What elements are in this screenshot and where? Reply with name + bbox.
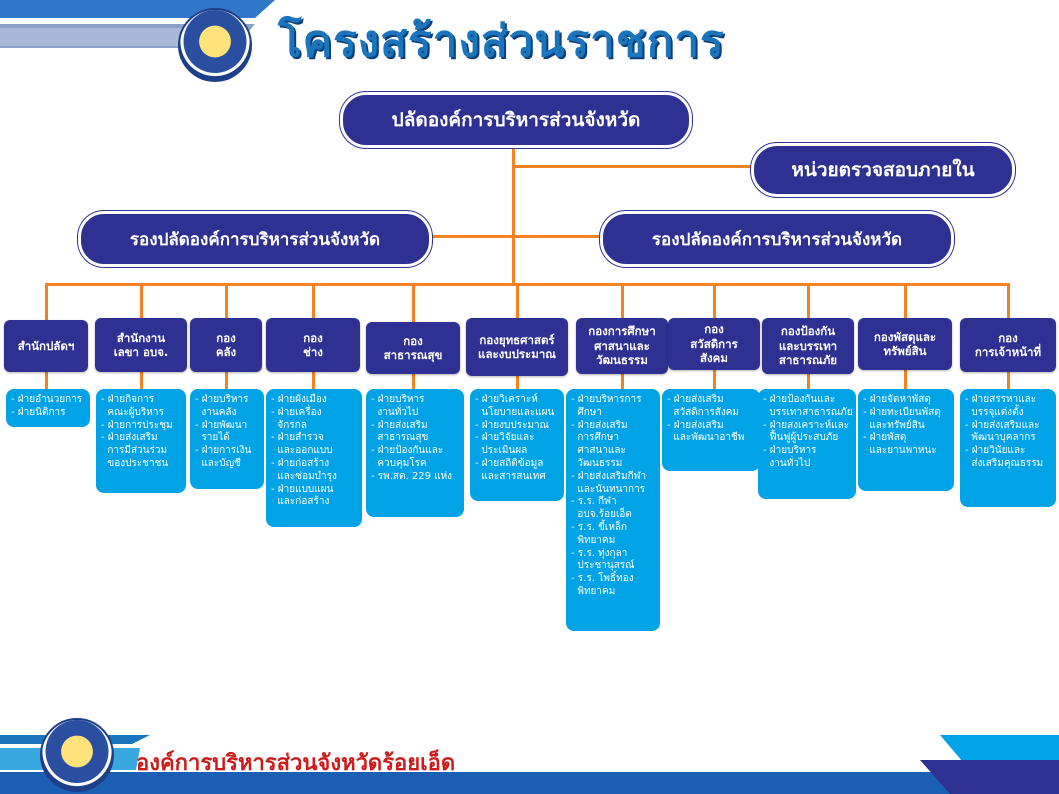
section-item: ฟื้นฟูผู้ประสบภัย	[763, 432, 839, 444]
section-item: ส่งเสริมคุณธรรม	[965, 457, 1044, 469]
section-list	[190, 389, 264, 489]
section-list	[266, 389, 362, 527]
section-item: และนันทนาการ	[571, 483, 646, 495]
section-list	[96, 389, 186, 493]
section-item: - ฝ่ายส่งเสริมและ	[965, 419, 1040, 431]
section-item: และก่อสร้าง	[271, 496, 330, 508]
department-name: สำนักปลัดฯ	[17, 338, 75, 353]
section-item: อบจ.ร้อยเอ็ด	[571, 509, 632, 521]
dept-drop-line	[1007, 283, 1010, 318]
section-item: ศึกษา	[571, 406, 602, 418]
section-item: - ฝ่ายก่อสร้าง	[271, 457, 330, 469]
dept-drop-line	[621, 283, 624, 318]
section-item: - ร.ร. กีฬา	[571, 496, 617, 508]
department-box	[95, 318, 187, 372]
dept-drop-line	[516, 283, 519, 318]
section-item: - ฝ่ายบริหาร	[763, 445, 817, 457]
department-name: กอง คลัง	[215, 330, 237, 359]
sub-drop-line	[713, 370, 716, 389]
department-box	[366, 322, 460, 374]
section-item: ควบคุมโรค	[371, 457, 427, 469]
section-list	[758, 389, 856, 499]
dept-drop-line	[225, 283, 228, 318]
dept-drop-line	[807, 283, 810, 318]
section-item: พิทยาคม	[571, 534, 616, 546]
section-item: - รพ.สต. 229 แห่ง	[371, 470, 453, 482]
department-name: กอง การเจ้าหน้าที่	[974, 330, 1042, 359]
department-name: กอง สาธารณสุข	[383, 333, 443, 362]
section-item: - ฝ่ายแบบแผน	[271, 483, 334, 495]
dept-drop-line	[713, 283, 716, 318]
dept-drop-line	[312, 283, 315, 318]
section-list	[960, 389, 1056, 507]
section-item: - ฝ่ายผังเมือง	[271, 394, 327, 405]
section-item: ของประชาชน	[101, 457, 169, 469]
section-item: งานทั่วไป	[371, 406, 419, 418]
section-item: นโยบายและแผน	[475, 406, 555, 418]
section-item: - ฝ่ายสงเคราะห์และ	[763, 419, 850, 431]
audit-unit-box: หน่วยตรวจสอบภายใน	[751, 143, 1015, 197]
section-item: การศึกษา	[571, 432, 620, 444]
section-item: รายได้	[195, 432, 230, 444]
section-item: - ฝ่ายบริหาร	[371, 394, 425, 405]
deputy-left-box: รองปลัดองค์การบริหารส่วนจังหวัด	[78, 211, 432, 267]
section-item: บรรจุแต่งตั้ง	[965, 406, 1024, 418]
section-item: ศาสนาและ	[571, 445, 626, 457]
section-item: - ฝ่ายทะเบียนพัสดุ	[863, 406, 941, 418]
section-item: - ฝ่ายวิเคราะห์	[475, 394, 538, 405]
sub-drop-line	[621, 374, 624, 389]
section-item: - ฝ่ายการเงิน	[195, 445, 252, 457]
department-box	[4, 320, 88, 372]
org-logo-top	[178, 8, 252, 82]
trunk-line	[512, 142, 515, 283]
section-list	[566, 389, 660, 631]
department-name: กอง ช่าง	[303, 330, 323, 359]
department-box	[576, 318, 668, 374]
section-item: และออกแบบ	[271, 445, 333, 457]
section-item: - ฝ่ายจัดหาพัสดุ	[863, 394, 931, 405]
section-item: - ฝ่ายบริหาร	[195, 394, 249, 405]
chief-box: ปลัดองค์การบริหารส่วนจังหวัด	[340, 92, 692, 148]
section-list	[470, 389, 564, 501]
sub-drop-line	[516, 376, 519, 389]
department-box	[762, 318, 854, 374]
section-item: - ฝ่ายการประชุม	[101, 419, 173, 431]
section-item: วัฒนธรรม	[571, 457, 623, 469]
page-title: โครงสร้างส่วนราชการ	[278, 16, 725, 67]
section-item: และทรัพย์สิน	[863, 419, 925, 431]
sub-drop-line	[312, 372, 315, 389]
section-item: - ฝ่ายพัสดุ	[863, 432, 907, 444]
section-item: พิทยาคม	[571, 585, 616, 597]
sub-drop-line	[904, 370, 907, 389]
sub-drop-line	[412, 374, 415, 389]
department-name: กองยุทธศาสตร์ และงบประมาณ	[478, 332, 556, 361]
section-item: บรรเทาสาธารณภัย	[763, 406, 853, 418]
section-item: จักรกล	[271, 419, 307, 431]
section-item: และซ่อมบำรุง	[271, 470, 337, 482]
section-list	[366, 389, 464, 517]
section-item: และสารสนเทศ	[475, 470, 546, 482]
section-item: - ฝ่ายส่งเสริม	[101, 432, 158, 444]
department-box	[960, 318, 1056, 372]
sub-drop-line	[225, 372, 228, 389]
section-item: - ฝ่ายสำรวจ	[271, 432, 324, 444]
section-item: - ฝ่ายป้องกันและ	[763, 394, 836, 405]
section-list	[858, 389, 954, 491]
section-item: - ฝ่ายอำนวยการ	[11, 394, 83, 405]
section-item: - ฝ่ายส่งเสริม	[371, 419, 428, 431]
section-item: - ฝ่ายสถิติข้อมูล	[475, 457, 544, 469]
section-item: - ฝ่ายงบประมาณ	[475, 419, 549, 431]
section-item: งานคลัง	[195, 406, 237, 418]
dept-bus-line	[46, 283, 1008, 286]
section-item: ประเมินผล	[475, 445, 528, 457]
section-item: - ร.ร. ทุ่งกุลา	[571, 547, 628, 559]
section-list	[6, 389, 90, 427]
section-item: การมีส่วนร่วม	[101, 445, 168, 457]
department-name: กองพัสดุและ ทรัพย์สิน	[873, 329, 937, 358]
section-item: - ฝ่ายวิจัยและ	[475, 432, 535, 444]
section-item: - ฝ่ายนิติการ	[11, 406, 66, 418]
section-item: และพัฒนาอาชีพ	[667, 432, 745, 444]
dept-drop-line	[45, 283, 48, 320]
section-item: - ฝ่ายวินัยและ	[965, 445, 1026, 457]
department-box	[668, 318, 760, 370]
section-item: สวัสดิการสังคม	[667, 406, 739, 418]
section-item: - ฝ่ายพัฒนา	[195, 419, 248, 431]
sub-drop-line	[140, 372, 143, 389]
department-name: กองการศึกษา ศาสนาและ วัฒนธรรม	[588, 324, 656, 368]
section-item: - ฝ่ายเครื่อง	[271, 406, 322, 418]
section-item: - ฝ่ายบริหารการ	[571, 394, 642, 405]
org-logo-bottom	[40, 718, 114, 792]
department-box	[266, 318, 360, 372]
deputy-connector	[426, 235, 600, 238]
section-item: และบัญชี	[195, 457, 241, 469]
department-box	[466, 318, 568, 376]
section-item: - ฝ่ายส่งเสริม	[571, 419, 628, 431]
section-list	[662, 389, 760, 471]
section-item: - ฝ่ายส่งเสริม	[667, 394, 724, 405]
sub-drop-line	[45, 372, 48, 389]
section-item: งานทั่วไป	[763, 457, 811, 469]
department-name: กอง สวัสดิการ สังคม	[690, 322, 738, 366]
section-item: - ร.ร. ขี้เหล็ก	[571, 521, 628, 533]
department-name: สำนักงาน เลขา อบจ.	[113, 330, 169, 359]
section-item: - ฝ่ายส่งเสริมกีฬา	[571, 470, 647, 482]
sub-drop-line	[807, 374, 810, 389]
section-item: - ฝ่ายสรรหาและ	[965, 394, 1037, 405]
department-box	[858, 318, 952, 370]
audit-connector	[515, 165, 752, 168]
department-name: กองป้องกัน และบรรเทา สาธารณภัย	[778, 324, 838, 368]
footer-org-name: องค์การบริหารส่วนจังหวัดร้อยเอ็ด	[136, 751, 456, 776]
section-item: - ฝ่ายส่งเสริม	[667, 419, 724, 431]
sub-drop-line	[1007, 372, 1010, 389]
section-item: ประชานุสรณ์	[571, 560, 635, 572]
section-item: - ร.ร. โพธิ์ทอง	[571, 573, 634, 585]
dept-drop-line	[140, 283, 143, 318]
section-item: - ฝ่ายกิจการ	[101, 394, 155, 405]
dept-drop-line	[412, 283, 415, 322]
department-box	[190, 318, 262, 372]
section-item: คณะผู้บริหาร	[101, 406, 164, 418]
section-item: พัฒนาบุคลากร	[965, 432, 1036, 444]
deputy-right-box: รองปลัดองค์การบริหารส่วนจังหวัด	[600, 211, 954, 267]
section-item: และยานพาหนะ	[863, 445, 937, 457]
section-item: สาธารณสุข	[371, 432, 429, 444]
section-item: - ฝ่ายป้องกันและ	[371, 445, 444, 457]
dept-drop-line	[904, 283, 907, 318]
